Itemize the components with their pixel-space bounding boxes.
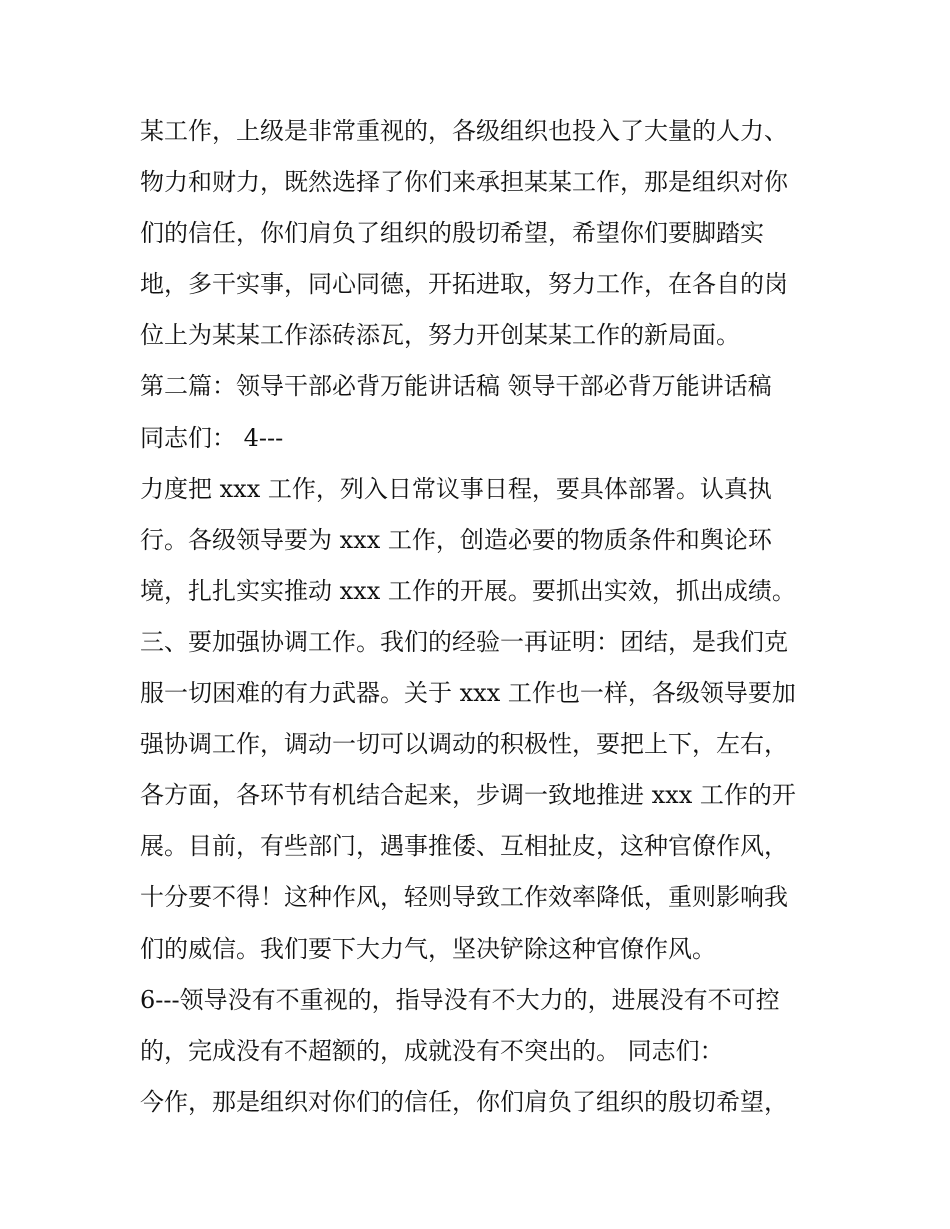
- text-line: 们的威信。我们要下大力气，坚决铲除这种官僚作风。: [140, 934, 716, 963]
- text-line: 今作，那是组织对你们的信任，你们肩负了组织的殷切希望，: [140, 1087, 788, 1116]
- text-line: 展。目前，有些部门，遇事推倭、互相扯皮，这种官僚作风，: [140, 832, 788, 861]
- text-line: 位上为某某工作添砖添瓦，努力开创某某工作的新局面。: [140, 321, 740, 350]
- text-line: 们的信任，你们肩负了组织的殷切希望，希望你们要脚踏实: [140, 219, 764, 248]
- salutation-line: 同志们： 4---: [140, 423, 284, 452]
- text-line: 各方面，各环节有机结合起来，步调一致地推进 xxx 工作的开: [140, 781, 796, 810]
- text-line: 境，扎扎实实推动 xxx 工作的开展。要抓出实效，抓出成绩。: [140, 576, 796, 605]
- text-line: 强协调工作，调动一切可以调动的积极性，要把上下，左右，: [140, 730, 788, 759]
- document-body: [140, 106, 830, 1128]
- text-line: 力度把 xxx 工作，列入日常议事日程，要具体部署。认真执: [140, 474, 772, 503]
- text-line: 物力和财力，既然选择了你们来承担某某工作，那是组织对你: [140, 168, 788, 197]
- text-line: 三、要加强协调工作。我们的经验一再证明：团结，是我们克: [140, 627, 788, 656]
- text-line: 十分要不得！这种作风，轻则导致工作效率降低，重则影响我: [140, 883, 788, 912]
- text-line: 地，多干实事，同心同德，开拓进取，努力工作，在各自的岗: [140, 270, 788, 299]
- text-line: 某工作，上级是非常重视的，各级组织也投入了大量的人力、: [140, 117, 788, 145]
- section-heading: 第二篇：领导干部必背万能讲话稿 领导干部必背万能讲话稿: [140, 372, 772, 401]
- text-line: 6---领导没有不重视的，指导没有不大力的，进展没有不可控: [140, 985, 780, 1014]
- text-line: 的，完成没有不超额的，成就没有不突出的。 同志们：: [140, 1036, 724, 1065]
- text-line: 服一切困难的有力武器。关于 xxx 工作也一样，各级领导要加: [140, 679, 796, 708]
- text-line: 行。各级领导要为 xxx 工作，创造必要的物质条件和舆论环: [140, 525, 772, 554]
